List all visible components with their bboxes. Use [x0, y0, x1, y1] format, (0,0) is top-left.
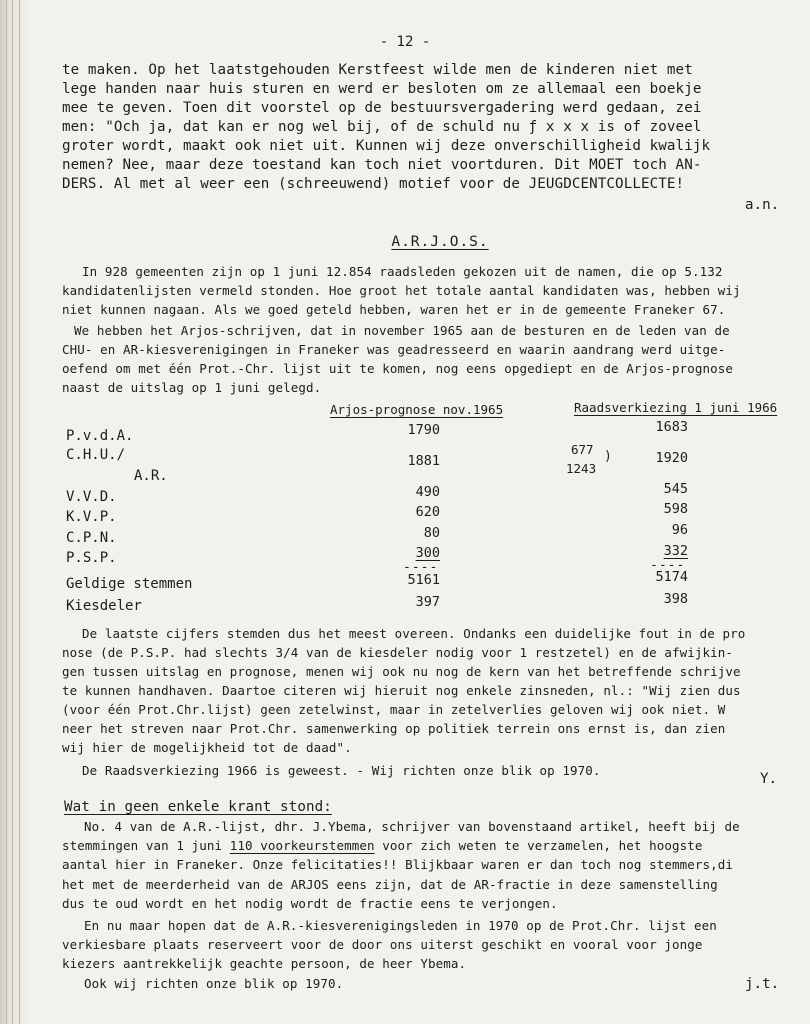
- news-line: kiezers aantrekkelijk geachte persoon, de heer Ybema.: [62, 956, 467, 971]
- intro-line: mee te geven. Toen dit voorstel op de bestuursvergadering werd gedaan, zei: [62, 100, 702, 116]
- table-row-label: Geldige stemmen: [66, 576, 193, 592]
- section-paragraph-line: CHU- en AR-kiesverenigingen in Franeker was geadresseerd en waarin aandrang werd uitge-: [62, 342, 726, 357]
- conclusion-signature: Y.: [760, 771, 778, 787]
- section-paragraph-line: We hebben het Arjos-schrijven, dat in november 1965 aan de besturen en de leden van de: [74, 323, 730, 338]
- table-row-label: C.H.U./: [66, 447, 126, 463]
- table-row-label: P.S.P.: [66, 550, 117, 566]
- table-header-raadsverkiezing: Raadsverkiezing 1 juni 1966: [574, 400, 778, 415]
- section-paragraph-line: oefend om met één Prot.-Chr. lijst uit te komen, nog eens opgediept en de Arjos-prognose: [62, 361, 734, 376]
- table-row-label: Kiesdeler: [66, 598, 142, 614]
- intro-line: DERS. Al met al weer een (schreeuwend) motief voor de JEUGDCENTCOLLECTE!: [62, 176, 685, 192]
- intro-line: men: "Och ja, dat kan er nog wel bij, of de schuld nu ƒ x x x is of zoveel: [62, 119, 702, 135]
- table-cell-prognose: 80: [423, 525, 440, 541]
- table-cell-prognose: 5161: [407, 572, 440, 588]
- section-paragraph-line: niet kunnen nagaan. Als we goed geteld hebben, waren het er in de gemeente Franeker 67.: [62, 302, 726, 317]
- table-row-label: A.R.: [134, 468, 168, 484]
- intro-signature: a.n.: [745, 197, 780, 213]
- news-signature: j.t.: [745, 976, 780, 992]
- conclusion-line: neer het streven naar Prot.Chr. samenwerking op politiek terrein ons ernst is, dan zien: [62, 721, 726, 736]
- table-cell-prognose: 1881: [407, 453, 440, 469]
- table-header-prognose: Arjos-prognose nov.1965: [330, 402, 504, 417]
- news-highlight-votes: 110 voorkeurstemmen: [229, 838, 375, 853]
- brace-symbol: ): [604, 449, 612, 464]
- news-line: Ook wij richten onze blik op 1970.: [84, 976, 344, 991]
- section-title: A.R.J.O.S.: [391, 234, 489, 250]
- conclusion-line: (voor één Prot.Chr.lijst) geen zetelwinst, maar in zetelverlies geloven wij ook niet. W: [62, 702, 726, 717]
- table-row-label: V.V.D.: [66, 489, 117, 505]
- table-cell-prognose: 490: [415, 484, 440, 500]
- conclusion-line: De Raadsverkiezing 1966 is geweest. - Wij richten onze blik op 1970.: [82, 763, 601, 778]
- table-dash-rule: ----: [650, 558, 686, 573]
- table-cell-uitslag: 1920: [655, 450, 688, 466]
- intro-line: te maken. Op het laatstgehouden Kerstfeest wilde men de kinderen niet met: [62, 62, 693, 78]
- news-line: [62, 837, 810, 855]
- table-cell-prognose: 397: [415, 594, 440, 610]
- table-cell-uitslag: 1683: [655, 419, 688, 435]
- table-row-label: C.P.N.: [66, 530, 117, 546]
- news-line: dus te oud wordt en het nodig wordt de fractie eens te verjongen.: [62, 896, 558, 911]
- news-heading: Wat in geen enkele krant stond:: [64, 799, 332, 815]
- section-paragraph-line: kandidatenlijsten vermeld stonden. Hoe groot het totale aantal kandidaten was, hebben wij: [62, 283, 741, 298]
- table-cell-prognose: 620: [415, 504, 440, 520]
- intro-line: groter wordt, maakt ook niet uit. Kunnen wij deze onverschilligheid kwalijk: [62, 138, 711, 154]
- news-line-part: stemmingen van 1 juni: [62, 838, 230, 853]
- conclusion-line: nose (de P.S.P. had slechts 3/4 van de kiesdeler nodig voor 1 restzetel) en de afwijkin-: [62, 645, 734, 660]
- news-line: No. 4 van de A.R.-lijst, dhr. J.Ybema, schrijver van bovenstaand artikel, heeft bij de: [84, 819, 740, 834]
- table-cell-prognose: 1790: [407, 422, 440, 438]
- table-cell-uitslag: 398: [663, 591, 688, 607]
- table-cell-prognose: 300: [415, 545, 440, 561]
- news-line-part: voor zich weten te verzamelen, het hoogste: [374, 838, 703, 853]
- table-cell-split-ar: 1243: [566, 461, 597, 476]
- intro-line: lege handen naar huis sturen en werd er besloten om ze allemaal een boekje: [62, 81, 702, 97]
- table-dash-rule: ----: [403, 560, 439, 575]
- news-line: aantal hier in Franeker. Onze felicitaties!! Blijkbaar waren er dan toch nog stemmers,di: [62, 857, 734, 872]
- conclusion-line: gen tussen uitslag en prognose, menen wij ook nu nog de kern van het betreffende schrijve: [62, 664, 741, 679]
- table-cell-uitslag: 96: [671, 522, 688, 538]
- news-line: verkiesbare plaats reserveert voor de door ons uiterst geschikt en vooral voor jonge: [62, 937, 703, 952]
- table-row-label: K.V.P.: [66, 509, 117, 525]
- table-cell-split-chu: 677: [571, 442, 594, 457]
- section-paragraph-line: In 928 gemeenten zijn op 1 juni 12.854 raadsleden gekozen uit de namen, die op 5.132: [82, 264, 723, 279]
- table-cell-uitslag: 332: [663, 543, 688, 559]
- conclusion-line: De laatste cijfers stemden dus het meest overeen. Ondanks een duidelijke fout in de pro: [82, 626, 746, 641]
- news-line: En nu maar hopen dat de A.R.-kiesverenigingsleden in 1970 op de Prot.Chr. lijst een: [84, 918, 717, 933]
- conclusion-line: wij hier de mogelijkheid tot de daad".: [62, 740, 352, 755]
- page-number: - 12 -: [379, 34, 431, 50]
- intro-line: nemen? Nee, maar deze toestand kan toch niet voortduren. Dit MOET toch AN-: [62, 157, 702, 173]
- table-cell-uitslag: 5174: [655, 569, 688, 585]
- news-line: het met de meerderheid van de ARJOS eens zijn, dat de AR-fractie in deze samenstelling: [62, 877, 718, 892]
- table-cell-uitslag: 598: [663, 501, 688, 517]
- table-cell-uitslag: 545: [663, 481, 688, 497]
- table-row-label: P.v.d.A.: [66, 428, 134, 444]
- section-paragraph-line: naast de uitslag op 1 juni gelegd.: [62, 380, 322, 395]
- conclusion-line: te kunnen handhaven. Daartoe citeren wij hieruit nog enkele zinsneden, nl.: "Wij zien dus: [62, 683, 741, 698]
